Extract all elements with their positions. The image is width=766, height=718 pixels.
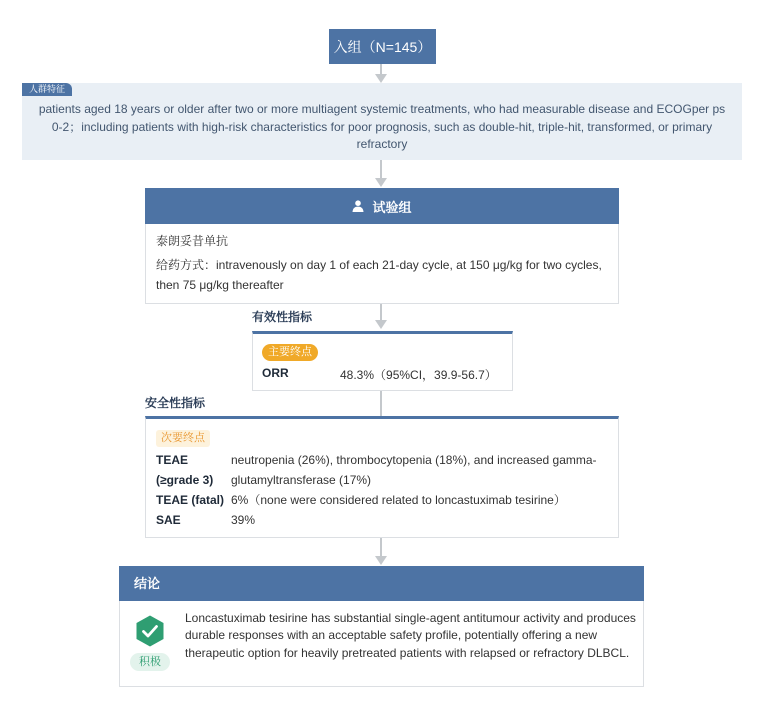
- connector-arrow: [375, 74, 387, 83]
- enrollment-label: 入组（N=145）: [333, 38, 432, 55]
- population-tag: 人群特征: [22, 83, 72, 96]
- connector-arrow: [375, 320, 387, 329]
- administration-text: 给药方式：intravenously on day 1 of each 21-day cycle, at 150 μg/kg for two cycles, then 75 μg/kg thereafter: [156, 258, 602, 292]
- population-panel: [22, 83, 742, 160]
- safety-panel: [145, 416, 619, 538]
- verified-check-icon: [135, 615, 165, 647]
- safety-label: SAE: [156, 513, 181, 527]
- safety-row: [156, 450, 611, 490]
- safety-label: TEAE (≥grade 3): [156, 453, 214, 487]
- efficacy-label: ORR: [262, 366, 289, 380]
- connector-line: [380, 304, 382, 321]
- drug-name: 泰朗妥昔单抗: [156, 234, 229, 248]
- safety-label: TEAE (fatal): [156, 493, 225, 507]
- trial-group-title: 试验组: [372, 199, 412, 215]
- enrollment-box: [329, 29, 436, 64]
- safety-row: [156, 510, 611, 530]
- connector-arrow: [375, 556, 387, 565]
- conclusion-header: [119, 566, 644, 601]
- efficacy-row: [262, 366, 497, 383]
- conclusion-title: 结论: [134, 576, 161, 591]
- efficacy-title: 有效性指标: [252, 310, 313, 324]
- efficacy-panel: [252, 331, 513, 391]
- connector-arrow: [375, 178, 387, 187]
- safety-row: [156, 490, 611, 510]
- secondary-endpoint-badge: 次要终点: [156, 430, 210, 447]
- primary-endpoint-badge: 主要终点: [262, 344, 318, 361]
- conclusion-text: Loncastuximab tesirine has substantial single-agent antitumour activity and produces durable responses with an acceptable safety profile, potentially offering a new therapeutic option for heavily pretreated patients with relapsed or refractory DLBCL.: [185, 611, 636, 660]
- safety-value: 6%（none were considered related to loncastuximab tesirine）: [231, 493, 566, 507]
- user-icon: [352, 200, 364, 212]
- connector-line: [380, 391, 382, 416]
- trial-group-details: [145, 224, 619, 304]
- trial-group-header: [145, 188, 619, 224]
- population-description: patients aged 18 years or older after two or more multiagent systemic treatments, who had measurable disease and ECOGper ps 0-2；including patients with high-risk characteristics for poor prognosis, such as double-hit, triple-hit, transformed, or primary refractory: [38, 102, 726, 151]
- connector-line: [380, 538, 382, 557]
- conclusion-panel: [119, 601, 644, 687]
- connector-line: [380, 160, 382, 179]
- safety-title: 安全性指标: [145, 396, 206, 410]
- positive-badge: 积极: [130, 653, 170, 671]
- safety-value: neutropenia (26%), thrombocytopenia (18%), and increased gamma-glutamyltransferase (17%): [231, 453, 597, 487]
- safety-value: 39%: [231, 513, 256, 527]
- efficacy-value: 48.3%（95%CI，39.9-56.7）: [340, 368, 497, 382]
